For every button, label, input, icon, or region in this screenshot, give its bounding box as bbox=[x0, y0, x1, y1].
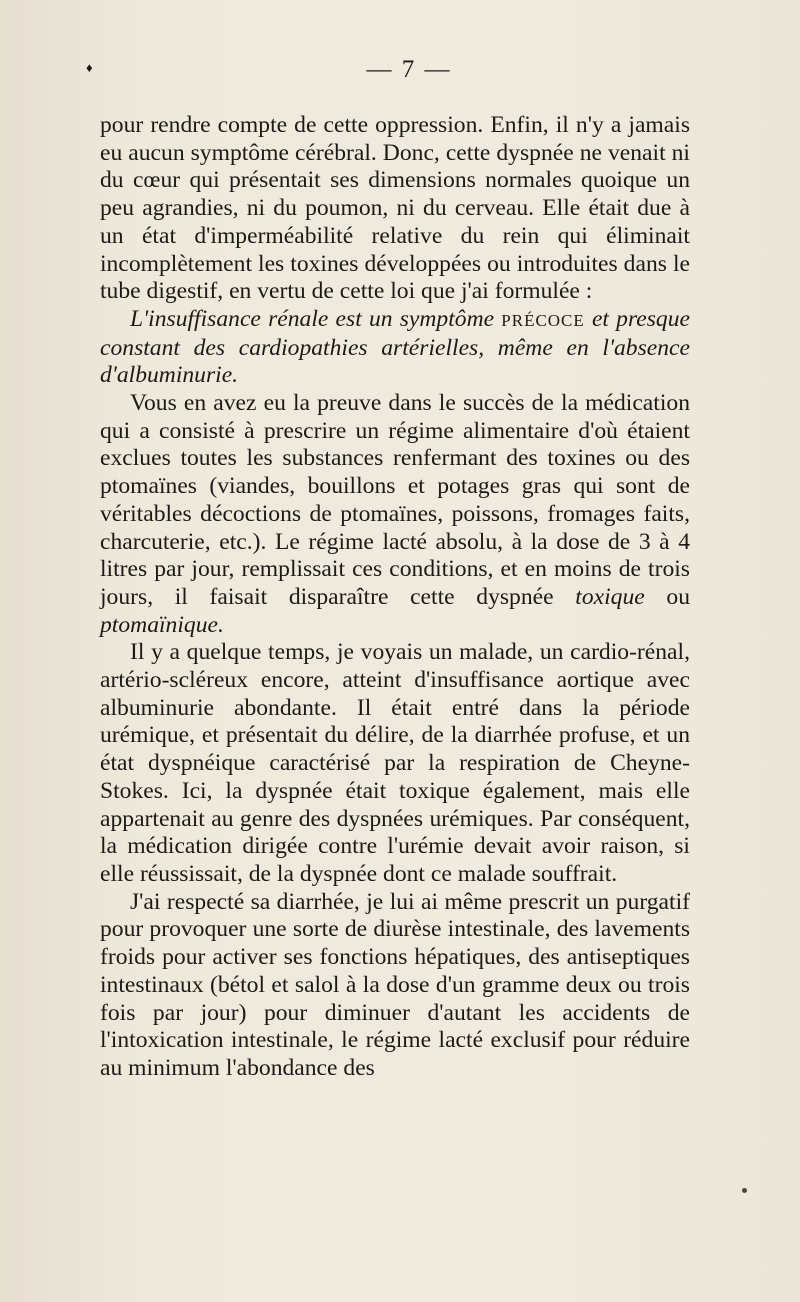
paragraph-1: pour rendre compte de cette oppression. Enfin, il n'y a jamais eu aucun symptôme cérébral. Donc, cette dyspnée ne venait ni du cœur qui présentait ses dimensions normales quoique un peu agrandies, ni du poumon, ni du cerveau. Elle était due à un état d'imperméabilité relative du rein qui éliminait incomplètement les toxines développées ou introduites dans le tube digestif, en vertu de cette loi que j'ai formulée : bbox=[100, 112, 690, 305]
paragraph-law bbox=[100, 306, 690, 390]
paragraph-5: J'ai respecté sa diarrhée, je lui ai même prescrit un purgatif pour provoquer une sorte de diurèse intestinale, des lavements froids pour activer ses fonctions hépatiques, des antiseptiques intestinaux (bétol et salol à la dose d'un gramme deux ou trois fois par jour) pour diminuer d'autant les accidents de l'intoxication intestinale, le régime lacté exclusif pour réduire au minimum l'abondance des bbox=[100, 888, 690, 1081]
paragraph-3 bbox=[100, 390, 690, 639]
law-text-start: L'insuffisance rénale est un symptôme bbox=[130, 305, 495, 332]
term-ptomainique: ptomaïnique. bbox=[100, 611, 224, 638]
term-joiner: ou bbox=[666, 583, 690, 610]
margin-mark: ♦ bbox=[86, 60, 93, 75]
page-number: — 7 — bbox=[366, 56, 452, 83]
page-header bbox=[0, 56, 800, 86]
body-text bbox=[100, 112, 690, 1083]
ink-dot bbox=[742, 1188, 747, 1193]
law-emphasis: PRÉCOCE bbox=[501, 310, 585, 330]
law-text-end: et presque constant des cardiopathies artérielles, même en l'absence d'albuminurie. bbox=[100, 305, 690, 389]
term-toxique: toxique bbox=[575, 583, 645, 610]
paragraph-4: Il y a quelque temps, je voyais un malade, un cardio-rénal, artério-scléreux encore, atteint d'insuffisance aortique avec albuminurie abondante. Il était entré dans la période urémique, et présentait du délire, de la diarrhée profuse, et un état dyspnéique caractérisé par la respiration de Cheyne-Stokes. Ici, la dyspnée était toxique également, mais elle appartenait au genre des dyspnées urémiques. Par conséquent, la médication dirigée contre l'urémie devait avoir raison, si elle réussissait, de la dyspnée dont ce malade souffrait. bbox=[100, 639, 690, 887]
paragraph-3-text: Vous en avez eu la preuve dans le succès de la médication qui a consisté à prescrire un régime alimentaire d'où étaient exclues toutes les substances renfermant des toxines ou des ptomaïnes (viandes, bouillons et potages gras qui sont de véritables décoctions de ptomaïnes, poissons, fromages faits, charcuterie, etc.). Le régime lacté absolu, à la dose de 3 à 4 litres par jour, remplissait ces conditions, et en moins de trois jours, il faisait disparaître cette dyspnée bbox=[100, 390, 690, 610]
